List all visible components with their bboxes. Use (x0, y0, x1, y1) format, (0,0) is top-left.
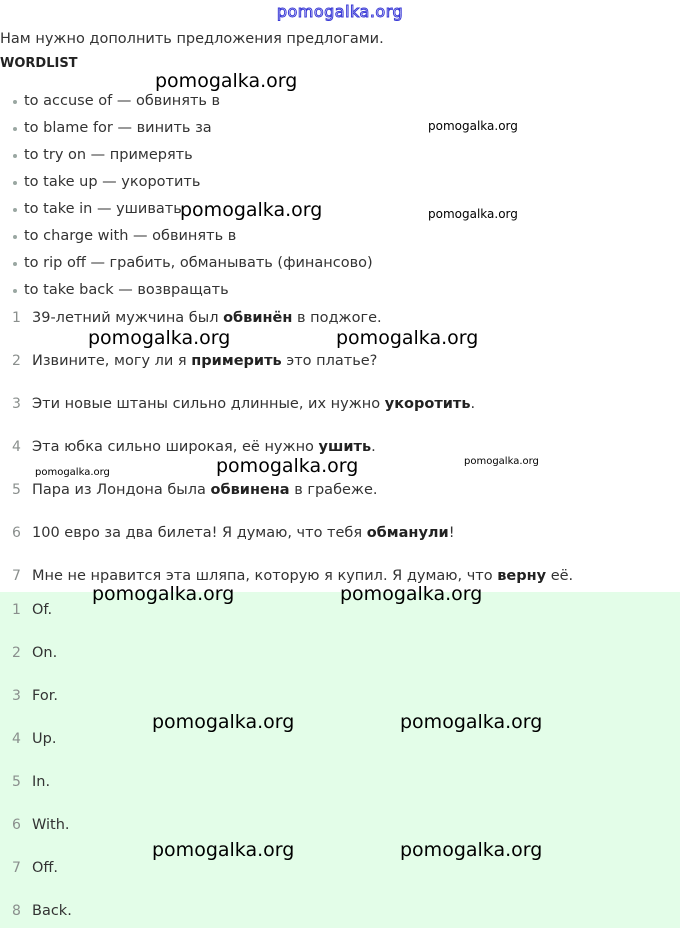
watermark: pomogalka.org (400, 711, 543, 733)
watermark: pomogalka.org (336, 327, 479, 349)
watermark: pomogalka.org (152, 839, 295, 861)
watermark: pomogalka.org (428, 119, 518, 133)
sentence-text: Эта юбка сильно широкая, её нужно ушить. (32, 439, 376, 455)
watermark: pomogalka.org (340, 583, 483, 605)
answer-number: 1 (12, 602, 21, 618)
answer-item (0, 813, 72, 856)
sentence-number: 3 (12, 396, 21, 412)
sentence-text: Мне не нравится эта шляпа, которую я купил. Я думаю, что верну её. (32, 568, 574, 584)
answer-number: 7 (12, 860, 21, 876)
watermark: pomogalka.org (216, 455, 359, 477)
watermark: pomogalka.org (88, 327, 231, 349)
site-logo[interactable]: pomogalka.org (276, 2, 404, 21)
wordlist-title: WORDLIST (0, 56, 78, 71)
wordlist-item: to blame for — винить за (0, 117, 373, 144)
sentence-text: Пара из Лондона была обвинена в грабеже. (32, 482, 378, 498)
task-instruction: Нам нужно дополнить предложения предлогами. (0, 31, 384, 47)
answer-text: Of. (32, 602, 53, 618)
sentence-number: 1 (12, 310, 21, 326)
answer-number: 6 (12, 817, 21, 833)
answer-text: Off. (32, 860, 59, 876)
answer-item (0, 899, 72, 942)
wordlist-item: to rip off — грабить, обманывать (финансово) (0, 252, 373, 279)
sentence-number: 6 (12, 525, 21, 541)
answer-number: 2 (12, 645, 21, 661)
sentence-number: 4 (12, 439, 21, 455)
answer-item (0, 684, 72, 727)
wordlist-item: to accuse of — обвинять в (0, 90, 373, 117)
sentence-item (0, 349, 573, 392)
answer-item (0, 856, 72, 899)
wordlist-item: to try on — примерять (0, 144, 373, 171)
watermark: pomogalka.org (92, 583, 235, 605)
sentence-text: 100 евро за два билета! Я думаю, что тебя обманули! (32, 525, 455, 541)
answer-list (0, 598, 72, 942)
answer-text: With. (32, 817, 70, 833)
answer-text: Up. (32, 731, 57, 747)
sentence-item (0, 306, 573, 349)
watermark: pomogalka.org (400, 839, 543, 861)
answer-panel (0, 592, 680, 928)
watermark: pomogalka.org (155, 70, 298, 92)
wordlist-item: to take back — возвращать (0, 279, 373, 306)
wordlist-item: to take in — ушивать (0, 198, 373, 225)
answer-text: For. (32, 688, 58, 704)
answer-item (0, 770, 72, 813)
watermark: pomogalka.org (464, 456, 539, 467)
sentence-number: 2 (12, 353, 21, 369)
answer-item (0, 598, 72, 641)
sentence-number: 7 (12, 568, 21, 584)
watermark: pomogalka.org (180, 199, 323, 221)
wordlist (0, 90, 373, 306)
answer-item (0, 727, 72, 770)
sentence-item (0, 478, 573, 521)
answer-number: 4 (12, 731, 21, 747)
sentence-text: 39-летний мужчина был обвинён в поджоге. (32, 310, 382, 326)
answer-text: On. (32, 645, 58, 661)
sentence-text: Извините, могу ли я примерить это платье? (32, 353, 378, 369)
sentence-number: 5 (12, 482, 21, 498)
wordlist-item: to charge with — обвинять в (0, 225, 373, 252)
answer-number: 3 (12, 688, 21, 704)
sentence-item (0, 521, 573, 564)
sentence-text: Эти новые штаны сильно длинные, их нужно укоротить. (32, 396, 476, 412)
watermark: pomogalka.org (35, 467, 110, 478)
sentence-item (0, 392, 573, 435)
answer-text: Back. (32, 903, 72, 919)
answer-number: 8 (12, 903, 21, 919)
answer-item (0, 641, 72, 684)
answer-number: 5 (12, 774, 21, 790)
wordlist-item: to take up — укоротить (0, 171, 373, 198)
watermark: pomogalka.org (152, 711, 295, 733)
watermark: pomogalka.org (428, 207, 518, 221)
answer-text: In. (32, 774, 51, 790)
